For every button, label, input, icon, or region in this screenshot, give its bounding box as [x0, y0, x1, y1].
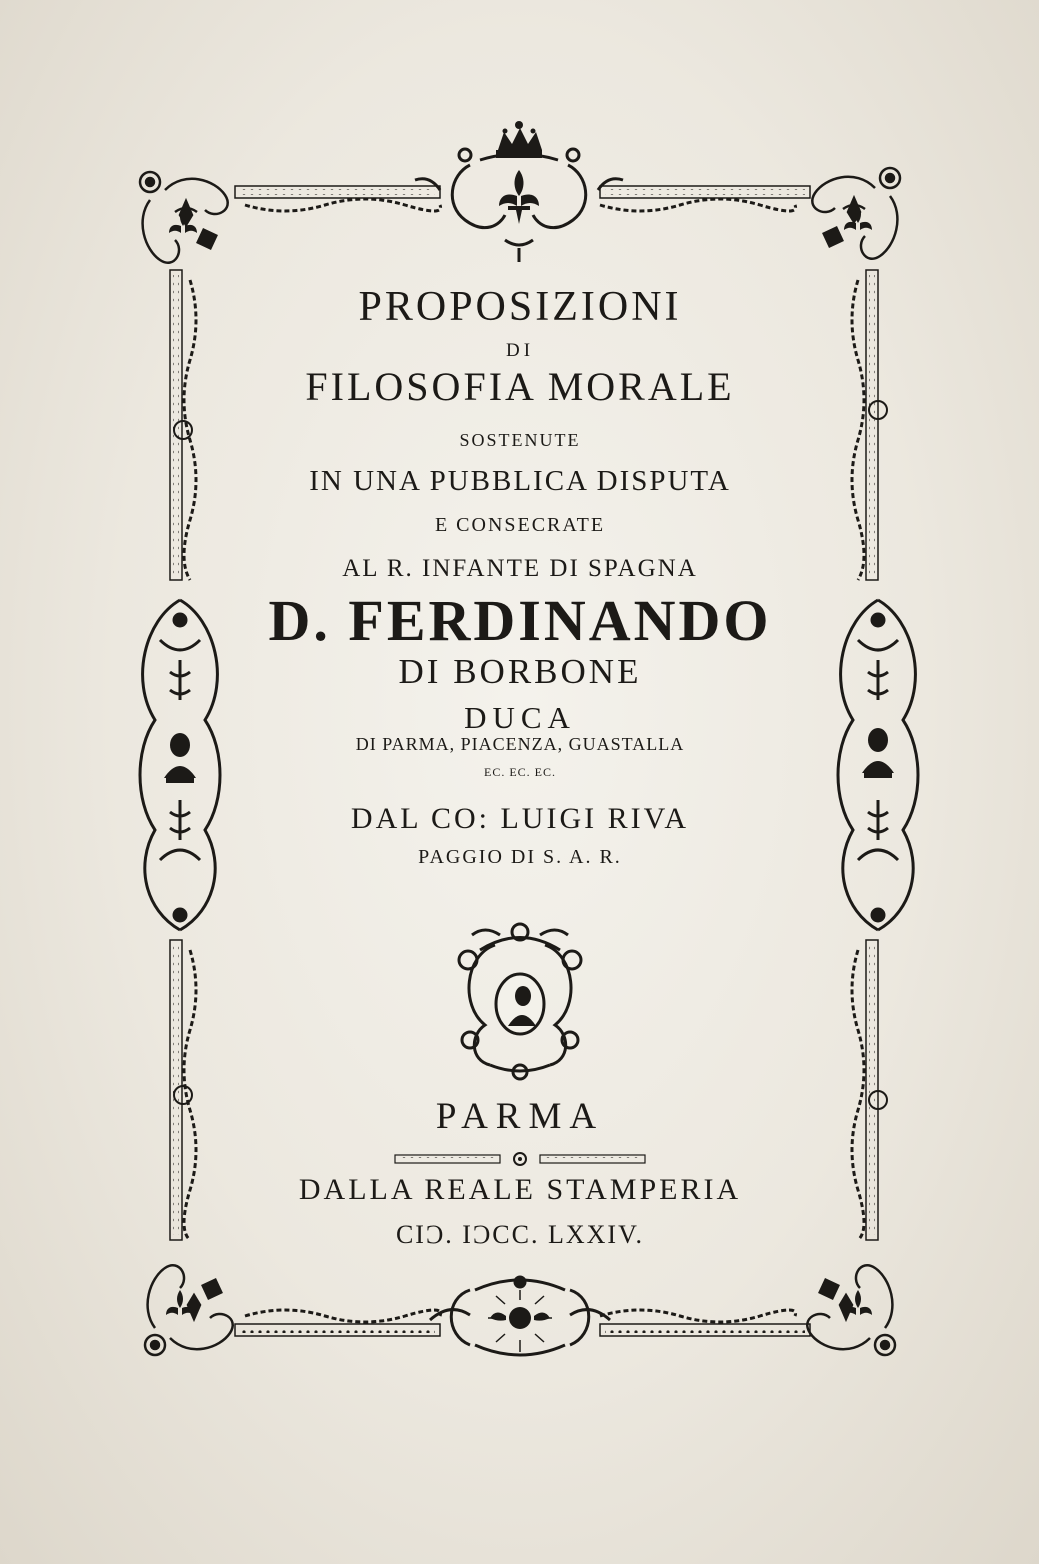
author-role: PAGGIO DI S. A. R.: [418, 846, 622, 868]
line-infante: AL R. INFANTE DI SPAGNA: [342, 555, 698, 582]
line-disputa: IN UNA PUBBLICA DISPUTA: [309, 465, 731, 497]
imprint-year: CIϽ. IϽCC. LXXIV.: [395, 1220, 645, 1249]
author-line: DAL CO: LUIGI RIVA: [350, 802, 690, 835]
dedicatee-name: D. FERDINANDO: [268, 588, 772, 653]
dedicatee-duchies: DI PARMA, PIACENZA, GUASTALLA: [355, 734, 685, 754]
portrait-bust-icon: [862, 728, 894, 778]
dedicatee-title: DUCA: [464, 700, 576, 735]
left-cartouche: [140, 600, 220, 930]
crown-icon: [496, 121, 542, 158]
right-border: [852, 270, 887, 1240]
dedicatee-house: DI BORBONE: [398, 652, 642, 691]
fleur-de-lis-icon: [169, 208, 197, 233]
top-cartouche: [415, 149, 623, 262]
title-subject: FILOSOFIA MORALE: [305, 364, 735, 409]
cherub-head-icon: [488, 1290, 552, 1352]
imprint-press: DALLA REALE STAMPERIA: [298, 1173, 742, 1206]
line-sostenute: SOSTENUTE: [459, 430, 581, 450]
title-connector: DI: [505, 340, 535, 361]
line-etcetera: EC. EC. EC.: [483, 765, 556, 779]
line-consecrate: E CONSECRATE: [434, 514, 606, 536]
divider-rule: [395, 1153, 645, 1165]
portrait-medallion-icon: [459, 924, 581, 1079]
portrait-bust-icon: [164, 733, 196, 783]
main-title: PROPOSIZIONI: [358, 284, 682, 330]
imprint-city: PARMA: [435, 1096, 605, 1137]
